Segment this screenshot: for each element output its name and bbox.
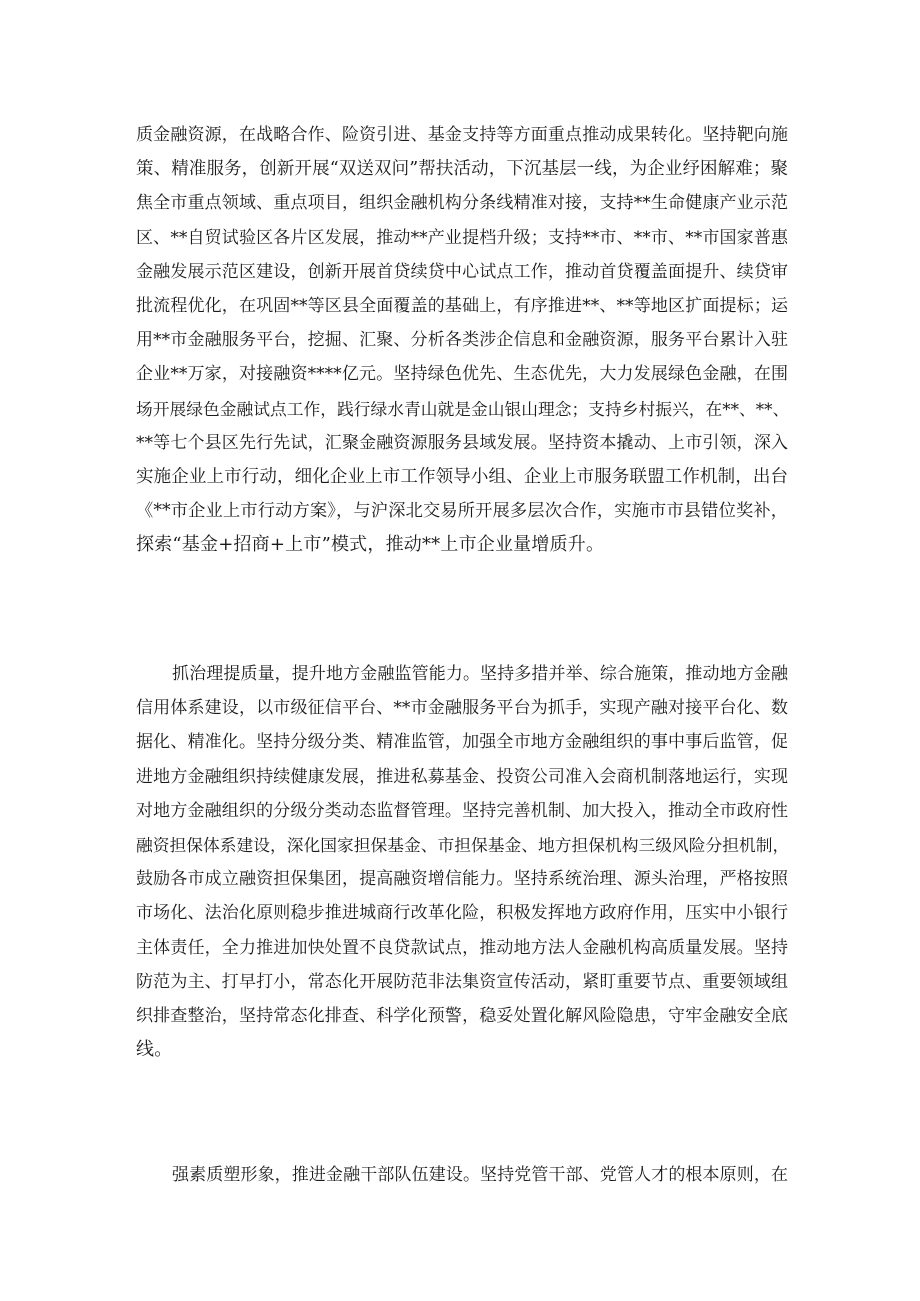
text-line: 主体责任，全力推进加快处置不良贷款试点，推动地方法人金融机构高质量发展。坚持 <box>136 937 788 958</box>
text-line: 织排查整治，坚持常态化排查、科学化预警，稳妥处置化解风险隐患，守牢金融安全底 <box>136 1005 788 1026</box>
text-line: 抓治理提质量，提升地方金融监管能力。坚持多措并举、综合施策，推动地方金融 <box>172 664 788 684</box>
text-line: 质金融资源，在战略合作、险资引进、基金支持等方面重点推动成果转化。坚持靶向施 <box>136 125 788 145</box>
text-line: 批流程优化，在巩固**等区县全面覆盖的基础上，有序推进**、**等地区扩面提标；运 <box>136 295 788 316</box>
text-line: 对地方金融组织的分级分类动态监督管理。坚持完善机制、加大投入，推动全市政府性 <box>136 800 788 821</box>
text-line: 策、精准服务，创新开展“双送双问”帮扶活动，下沉基层一线，为企业纾困解难；聚 <box>136 159 788 180</box>
text-line: 信用体系建设，以市级征信平台、**市金融服务平台为抓手，实现产融对接平台化、数 <box>136 698 788 719</box>
text-line: 线。 <box>136 1039 173 1061</box>
text-line: 防范为主、打早打小，常态化开展防范非法集资宣传活动，紧盯重要节点、重要领域组 <box>136 971 788 992</box>
text-line: 场开展绿色金融试点工作，践行绿水青山就是金山银山理念；支持乡村振兴，在**、**、 <box>136 398 790 419</box>
text-line: 强素质塑形象，推进金融干部队伍建设。坚持党管干部、党管人才的根本原则，在 <box>172 1165 788 1185</box>
paragraph-talent-building <box>136 1158 788 1192</box>
text-line: 区、**自贸试验区各片区发展，推动**产业提档升级；支持**市、**市、**市国家普惠 <box>136 227 788 248</box>
text-line: 《**市企业上市行动方案》，与沪深北交易所开展多层次合作，实施市市县错位奖补， <box>136 501 788 522</box>
text-line: **等七个县区先行先试，汇聚金融资源服务县域发展。坚持资本撬动、上市引领，深入 <box>136 432 788 453</box>
paragraph-financial-resources <box>136 118 788 562</box>
text-line: 市场化、法治化原则稳步推进城商行改革化险，积极发挥地方政府作用，压实中小银行 <box>136 903 788 924</box>
text-line: 焦全市重点领域、重点项目，组织金融机构分条线精准对接，支持**生命健康产业示范 <box>136 193 788 214</box>
text-line: 鼓励各市成立融资担保集团，提高融资增信能力。坚持系统治理、源头治理，严格按照 <box>136 869 788 890</box>
paragraph-governance-regulation <box>136 657 788 1067</box>
text-line: 实施企业上市行动，细化企业上市工作领导小组、企业上市服务联盟工作机制，出台 <box>136 466 788 487</box>
text-line: 融资担保体系建设，深化国家担保基金、市担保基金、地方担保机构三级风险分担机制， <box>136 834 790 855</box>
text-line: 用**市金融服务平台，挖掘、汇聚、分析各类涉企信息和金融资源，服务平台累计入驻 <box>136 330 788 351</box>
text-line: 金融发展示范区建设，创新开展首贷续贷中心试点工作，推动首贷覆盖面提升、续贷审 <box>136 261 788 282</box>
text-line: 据化、精准化。坚持分级分类、精准监管，加强全市地方金融组织的事中事后监管，促 <box>136 732 788 753</box>
text-line: 探索“基金+招商+上市”模式，推动**上市企业量增质升。 <box>136 534 605 556</box>
text-line: 进地方金融组织持续健康发展，推进私募基金、投资公司准入会商机制落地运行，实现 <box>136 766 788 787</box>
text-line: 企业**万家，对接融资****亿元。坚持绿色优先、生态优先，大力发展绿色金融，在围 <box>136 364 788 385</box>
